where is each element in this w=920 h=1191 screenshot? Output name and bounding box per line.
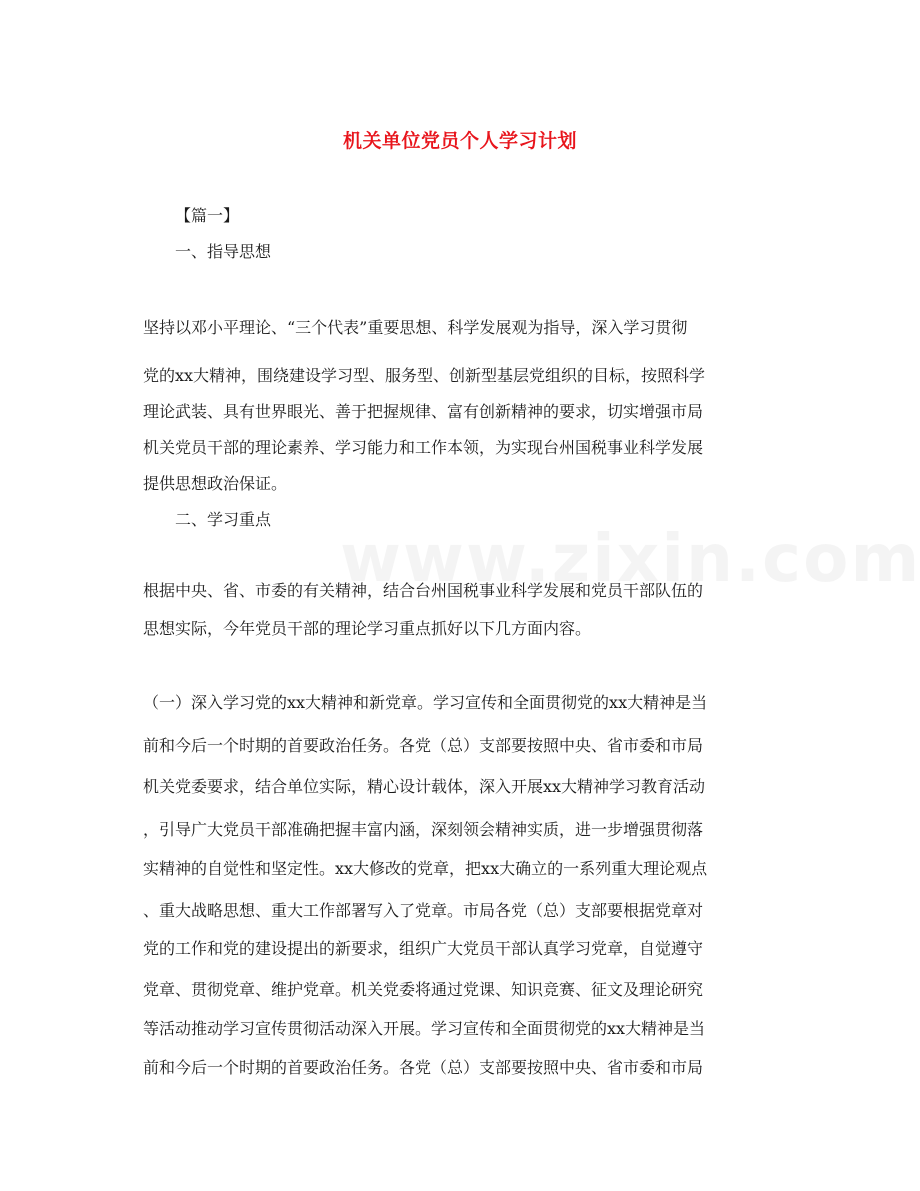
document-title: 机关单位党员个人学习计划 xyxy=(342,130,577,152)
text-line: 思想实际，今年党员干部的理论学习重点抓好以下几方面内容。 xyxy=(143,619,592,638)
text-line: 机关党委要求，结合单位实际，精心设计载体，深入开展xx大精神学习教育活动 xyxy=(143,777,706,796)
text-line: 坚持以邓小平理论、“三个代表”重要思想、科学发展观为指导，深入学习贯彻 xyxy=(143,318,688,337)
text-line: 根据中央、省、市委的有关精神，结合台州国税事业科学发展和党员干部队伍的 xyxy=(143,581,704,600)
text-line: 党章、贯彻党章、维护党章。机关党委将通过党课、知识竞赛、征文及理论研究 xyxy=(143,980,704,999)
section-label: 【篇一】 xyxy=(175,206,240,225)
text-line: 等活动推动学习宣传贯彻活动深入开展。学习宣传和全面贯彻党的xx大精神是当 xyxy=(143,1019,706,1038)
text-line: 提供思想政治保证。 xyxy=(143,474,288,493)
text-line: 前和今后一个时期的首要政治任务。各党（总）支部要按照中央、省市委和市局 xyxy=(143,736,704,755)
text-line: 党的工作和党的建设提出的新要求，组织广大党员干部认真学习党章，自觉遵守 xyxy=(143,939,704,958)
text-line: ，引导广大党员干部准确把握丰富内涵，深刻领会精神实质，进一步增强贯彻落 xyxy=(143,820,704,839)
heading-guiding-ideology: 一、指导思想 xyxy=(175,242,272,261)
heading-study-focus: 二、学习重点 xyxy=(175,510,272,529)
text-line: 理论武装、具有世界眼光、善于把握规律、富有创新精神的要求，切实增强市局 xyxy=(143,402,704,421)
text-line: 前和今后一个时期的首要政治任务。各党（总）支部要按照中央、省市委和市局 xyxy=(143,1058,704,1077)
text-line: 实精神的自觉性和坚定性。xx大修改的党章，把xx大确立的一系列重大理论观点 xyxy=(143,859,708,878)
text-line: 党的xx大精神，围绕建设学习型、服务型、创新型基层党组织的目标，按照科学 xyxy=(143,366,706,385)
text-line: 、重大战略思想、重大工作部署写入了党章。市局各党（总）支部要根据党章对 xyxy=(143,901,704,920)
text-line: 机关党员干部的理论素养、学习能力和工作本领，为实现台州国税事业科学发展 xyxy=(143,438,704,457)
text-line: （一）深入学习党的xx大精神和新党章。学习宣传和全面贯彻党的xx大精神是当 xyxy=(143,693,708,712)
